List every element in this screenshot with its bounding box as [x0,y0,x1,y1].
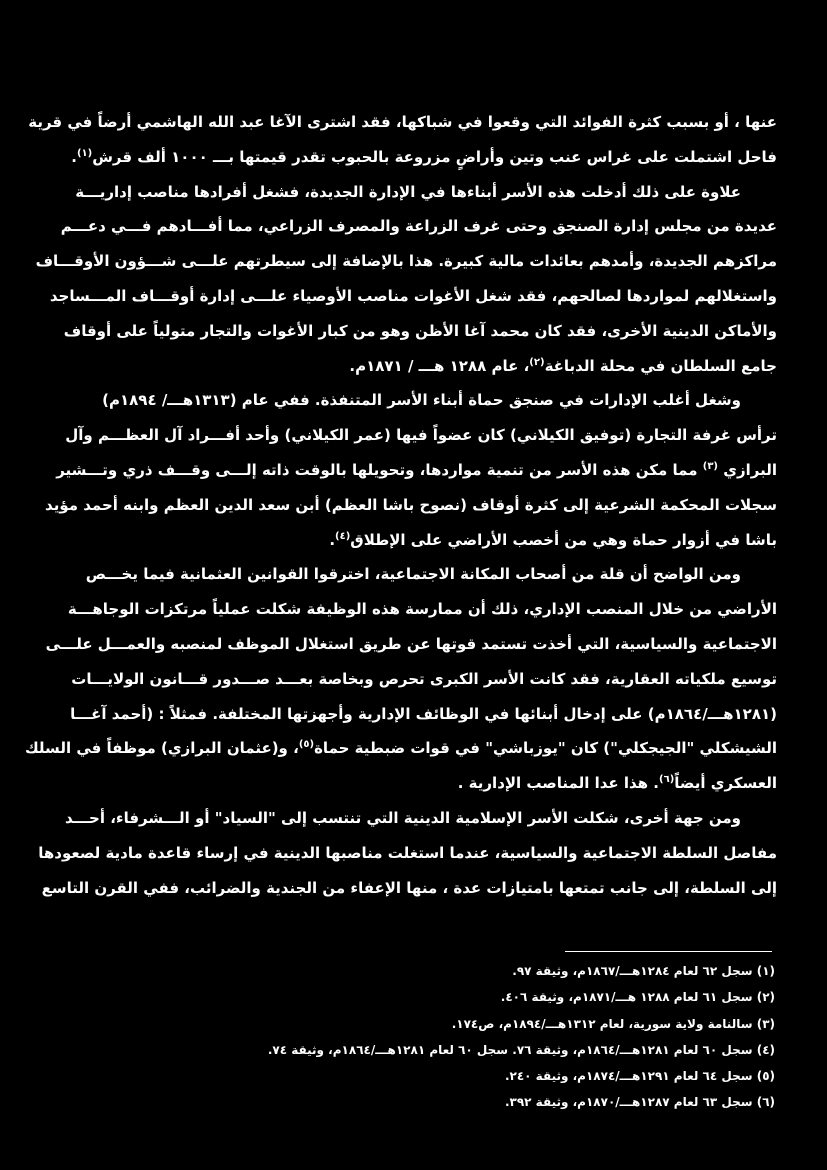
footnote-ref[interactable]: (٣) [702,460,718,472]
text-line-content: توسيع ملكياته العقارية، فقد كانت الأسر الكبرى تحرص وبخاصة بعـــد صـــدور قـــانون الولايـــات [71,669,777,688]
paragraph-start [102,383,777,418]
text-line-content: إلى السلطة، إلى جانب تمتعها بامتيازات عدة ، منها الإعفاء من الجندية والضرائب، ففي القرن التاسع [41,878,777,897]
text-line [38,836,777,871]
text-line [71,140,777,175]
text-line-content: البرازي [723,460,777,479]
text-line [105,523,777,558]
text-line-content: عنها ، أو بسبب كثرة الفوائد التي وقعوا في شباكها، فقد اشترى الآغا عبد الله الهاشمي أرضاً في قرية [28,113,777,131]
paragraph-start [85,557,777,592]
text-line [45,488,777,523]
text-line [35,244,777,279]
paragraph-start [65,801,777,836]
text-line-content: (١٢٨١هـــ/١٨٦٤م) على إدخال أبنائها في الوظائف الإدارية وأجهزتها المختلفة. فمثلاً : (أحمد آغـــا [70,704,777,723]
text-line-content: فاحل اشتملت على غراس عنب وتين وأراضٍ مزروعة بالحبوب تقدر قيمتها بـــ ١٠٠٠ ألف قرش [92,147,777,166]
text-line [105,766,777,801]
footnotes [230,958,775,1116]
footnote-item: (١) سجل ٦٢ لعام ١٢٨٤هـــ/١٨٦٧م، وثيقة ٩٧. [512,964,775,978]
footnote-item: (٥) سجل ٦٤ لعام ١٢٩١هـــ/١٨٧٤م، وثيقة ٢٤٠. [504,1069,775,1084]
text-line-content: الأراضي من خلال المنصب الإداري، ذلك أن ممارسة هذه الوظيفة شكلت عملياً مرتكزات الوجاهـــة [67,600,777,619]
text-line [70,697,777,732]
text-line-content: والأماكن الدينية الأخرى، فقد كان محمد آغا الأظن وهو من كبار الأغوات والتجار متولياً على أوقاف [63,321,777,340]
text-line-content: ترأس غرفة التجارة (توفيق الكيلاني) كان عضواً فيها (عمر الكيلاني) وأحد أفـــراد آل العظـــم وآل [65,426,777,445]
text-line [24,731,777,766]
text-line [105,349,777,384]
text-line [28,105,777,140]
footnote-ref[interactable]: (٥) [298,739,315,751]
footnote-ref[interactable]: (٦) [659,774,675,786]
text-line-content: سجلات المحكمة الشرعية إلى كثرة أوقاف (نصوح باشا العظم) أبن سعد الدين العظم وابنه أحمد مؤيد [45,495,777,514]
text-line-content: علاوة على ذلك أدخلت هذه الأسر أبناءها في الإدارة الجديدة، فشغل أفرادها مناصب إداريـــة [75,182,741,201]
body-text [24,105,777,905]
text-line-content: الاجتماعية والسياسية، التي أخذت تستمد قوتها عن طريق استغلال الموظف لمنصبه والعمـــل علـــى [45,634,777,653]
text-line-content: ومن الواضح أن قلة من أصحاب المكانة الاجتماعية، اخترقوا القوانين العثمانية فيما يخـــص [85,565,741,584]
text-line-content: مراكزهم الجديدة، وأمدهم بعائدات مالية كبيرة. هذا بالإضافة إلى سيطرتهم علـــى شـــؤون الأوقـــاف [35,252,777,271]
text-line-content: الشيشكلي "الجيجكلي") كان "يوزباشي" في قوات ضبطية حماة [314,739,777,758]
text-line-content: عديدة من مجلس إدارة الصنجق وحتى غرف الزراعة والمصرف الزراعي، مما أفـــادهم فـــي دعـــم [60,217,777,236]
text-line-content: واستغلالهم لمواردها لصالحهم، فقد شغل الأغوات مناصب الأوصياء علـــى إدارة أوقـــاف المـــساجد [49,286,777,305]
text-line-content: العسكري أيضاً [674,774,777,793]
text-line [41,871,777,906]
footnote-item: (٦) سجل ٦٣ لعام ١٢٨٧هـــ/١٨٧٠م، وثيقة ٣٩٢. [504,1095,775,1110]
text-line-content: مفاصل السلطة الاجتماعية والسياسية، عندما استغلت مناصبها الدينية في إرساء قاعدة مادية لصعودها [38,843,777,862]
footnote-item: (٤) سجل ٦٠ لعام ١٢٨١هـــ/١٨٦٤م، وثيقة ٧٦. سجل ٦٠ لعام ١٢٨١هـــ/١٨٦٤م، وثيقة ٧٤. [267,1042,775,1057]
text-line-content: ومن جهة أخرى، شكلت الأسر الإسلامية الدينية التي تنتسب إلى "السياد" أو الـــشرفاء، أحـــد [65,808,741,827]
text-line-content: وشغل أغلب الإدارات في صنجق حماة أبناء الأسر المتنفذة. ففي عام (١٣١٣هـــ/ ١٨٩٤م) [102,391,741,410]
footnote-ref[interactable]: (١) [76,147,93,159]
text-line-content: . هذا عدا المناصب الإدارية . [457,774,660,793]
footnote-separator [565,951,772,952]
text-line-content: باشا في أزوار حماة وهي من أخصب الأراضي على الإطلاق [350,530,777,549]
text-line [49,279,777,314]
text-line [45,627,777,662]
text-line [65,418,777,453]
text-line-content: مما مكن هذه الأسر من تنمية مواردها، وتحويلها بالوقت ذاته إلـــى وقـــف ذري وتـــشير [56,460,698,479]
text-line [56,453,777,488]
footnote-item: (٣) سالنامة ولاية سورية، لعام ١٣١٢هـــ/١٨٩٤م، ص١٧٤. [451,1016,775,1031]
text-line [67,592,777,627]
text-line [60,209,777,244]
text-line-content: ، عام ١٢٨٨ هـــ / ١٨٧١م. [349,356,530,375]
text-line-content: . [71,147,77,166]
paragraph-start [75,175,777,210]
text-line-content: جامع السلطان في محلة الدباغة [544,356,777,375]
footnote-ref[interactable]: (٤) [335,530,351,542]
footnote-ref[interactable]: (٢) [529,356,545,368]
text-line [71,662,777,697]
text-line-content: . [329,530,336,549]
text-line-content: ، و(عثمان البرازي) موظفاً في السلك [24,739,299,758]
text-line [63,314,777,349]
footnote-item: (٢) سجل ٦١ لعام ١٢٨٨ هـــ/١٨٧١م، وثيقة ٤٠٦. [500,990,775,1005]
